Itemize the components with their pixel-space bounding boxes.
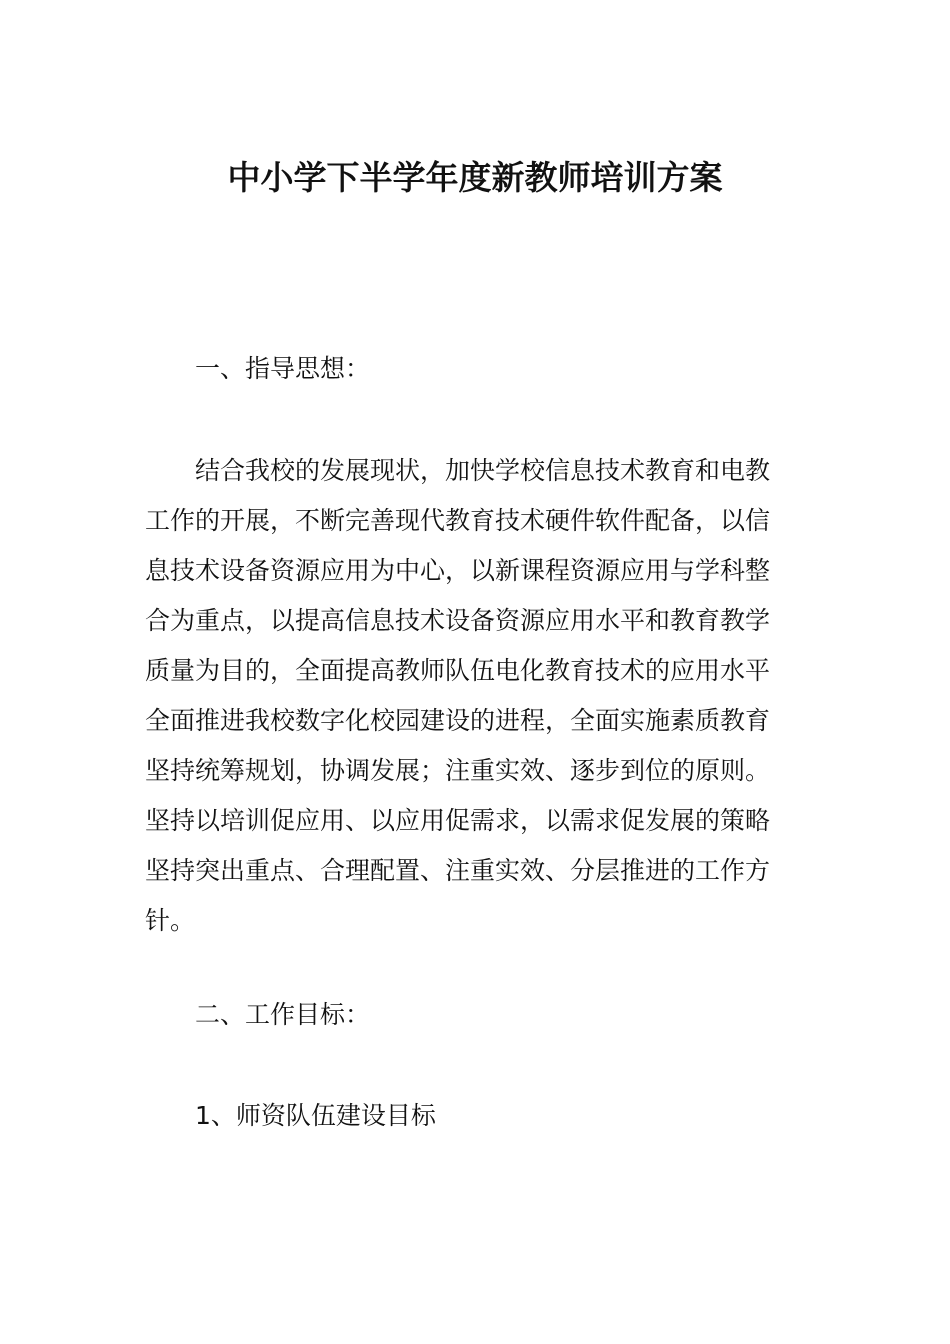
paragraph-line: 针。 <box>145 906 196 935</box>
subheading-teacher-team-goals: 1、师资队伍建设目标 <box>195 1101 436 1130</box>
paragraph-line: 结合我校的发展现状，加快学校信息技术教育和电教 <box>195 456 771 485</box>
guiding-ideology-paragraph <box>145 446 810 946</box>
paragraph-line: 息技术设备资源应用为中心，以新课程资源应用与学科整 <box>145 556 771 585</box>
paragraph-line: 坚持以培训促应用、以应用促需求，以需求促发展的策略 <box>145 806 771 835</box>
section-heading-work-goals: 二、工作目标： <box>195 1000 371 1029</box>
paragraph-line: 工作的开展，不断完善现代教育技术硬件软件配备，以信 <box>145 506 771 535</box>
section-heading-guiding-ideology: 一、指导思想： <box>195 354 371 383</box>
paragraph-line: 坚持统筹规划，协调发展；注重实效、逐步到位的原则。 <box>145 756 771 785</box>
paragraph-line: 质量为目的，全面提高教师队伍电化教育技术的应用水平 <box>145 656 771 685</box>
paragraph-line: 坚持突出重点、合理配置、注重实效、分层推进的工作方 <box>145 856 771 885</box>
paragraph-line: 全面推进我校数字化校园建设的进程，全面实施素质教育 <box>145 706 771 735</box>
document-title: 中小学下半学年度新教师培训方案 <box>227 158 723 197</box>
paragraph-line: 合为重点，以提高信息技术设备资源应用水平和教育教学 <box>145 606 771 635</box>
